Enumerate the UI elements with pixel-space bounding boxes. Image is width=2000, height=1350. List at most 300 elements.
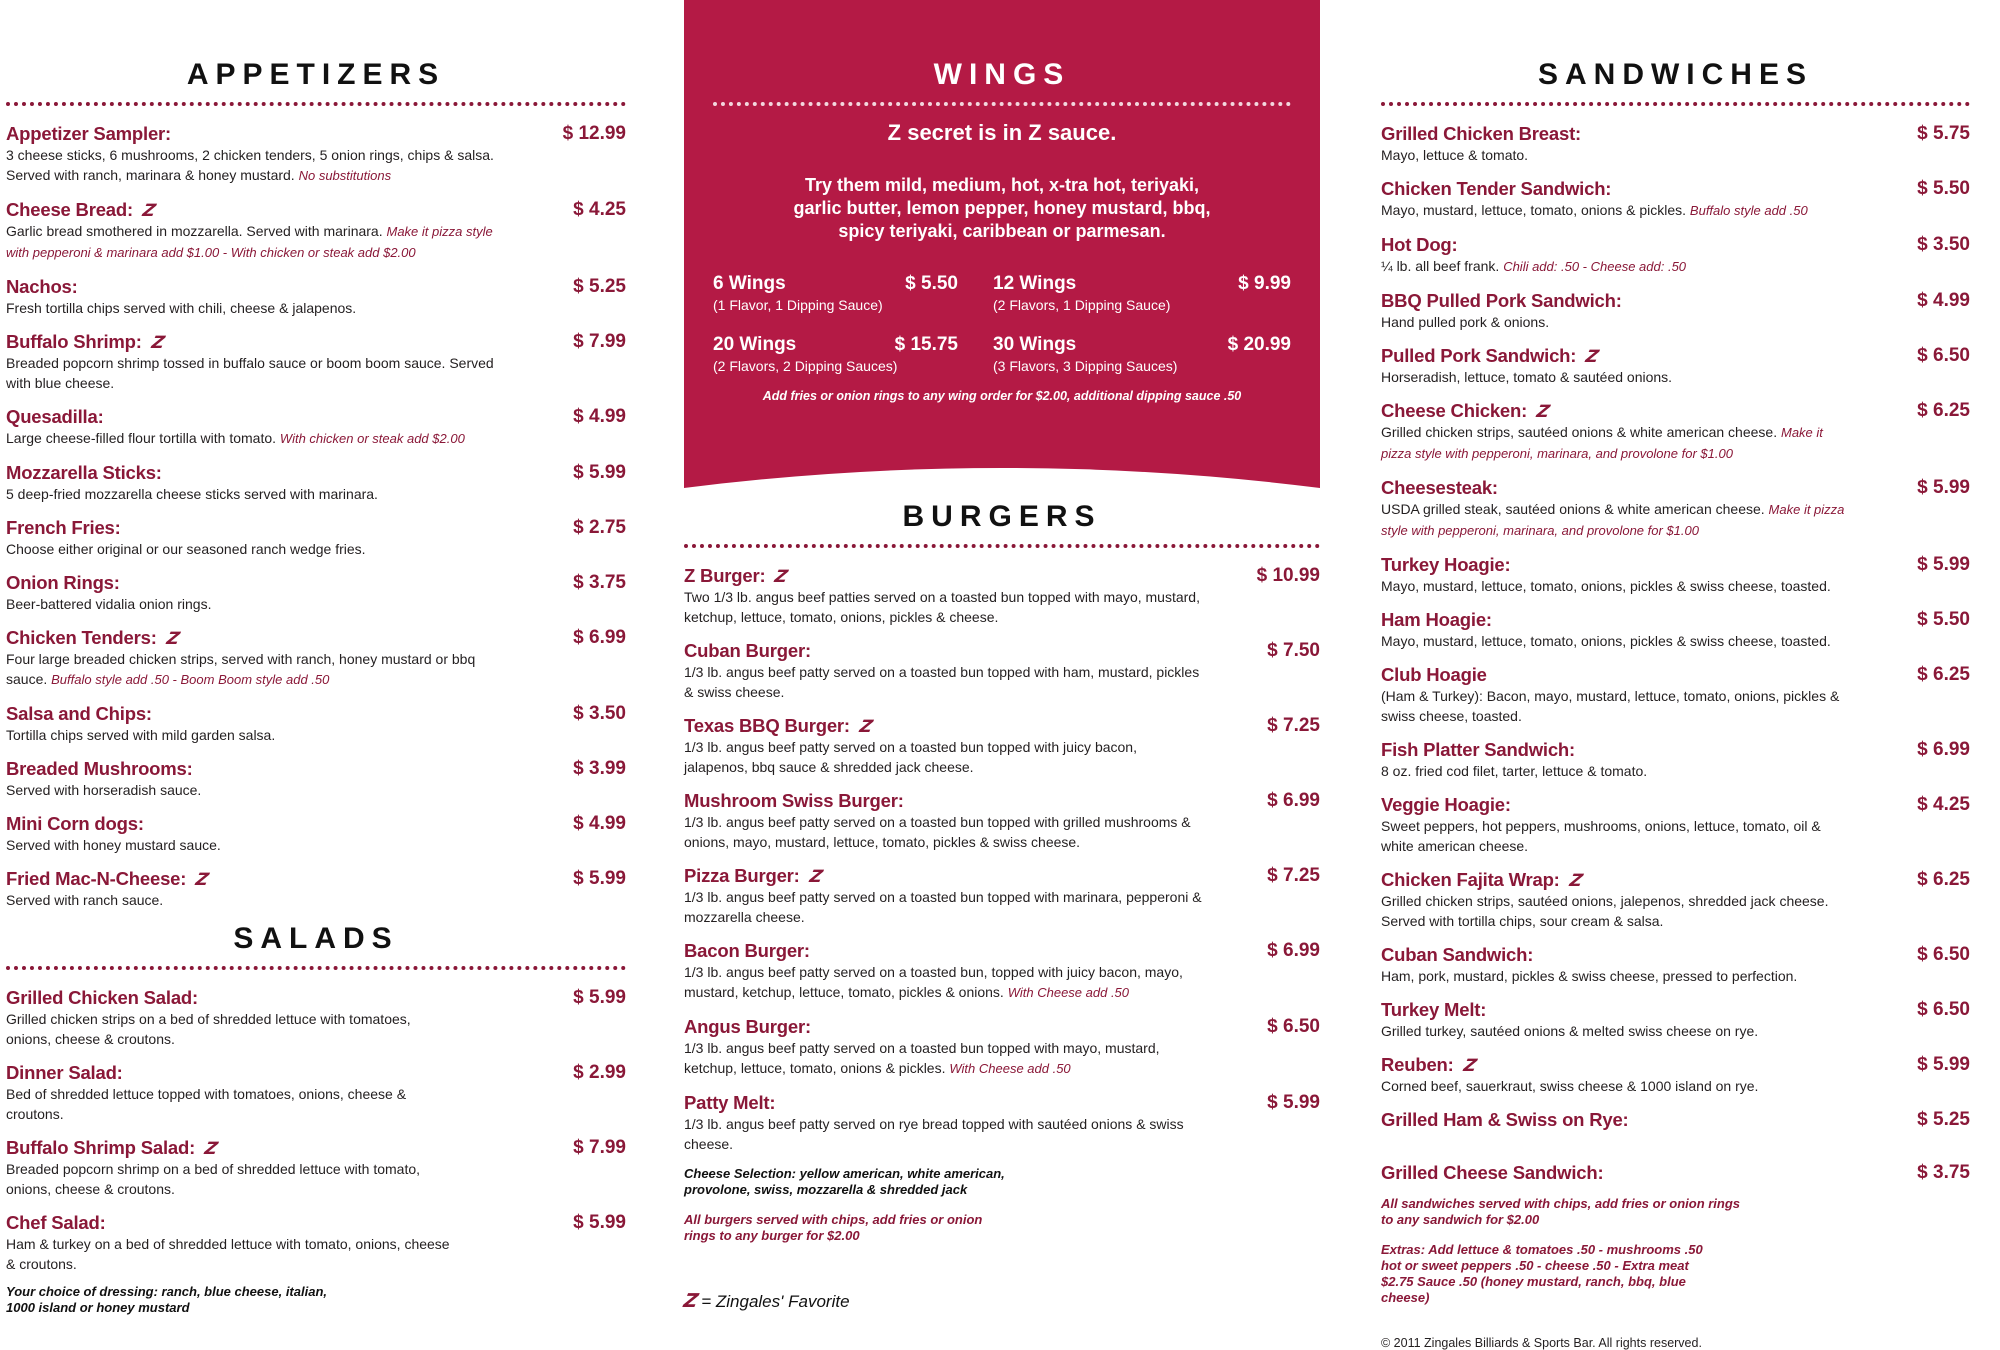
menu-item-header — [6, 330, 626, 353]
wings-panel — [684, 0, 1320, 495]
menu-item-price: $ 3.50 — [1917, 234, 1970, 255]
menu-item — [1381, 998, 1970, 1041]
menu-item — [6, 812, 626, 855]
menu-item-description — [6, 1009, 456, 1049]
menu-item-price: $ 5.99 — [573, 1212, 626, 1233]
dotted-divider — [1381, 102, 1970, 106]
wings-title: WINGS — [933, 58, 1071, 91]
menu-item — [1381, 1053, 1970, 1096]
menu-item-name: Grilled Chicken Breast: — [1381, 123, 1581, 144]
menu-item-name: Chicken Fajita Wrap: — [1381, 869, 1560, 890]
menu-item-note: Make it pizza style with pepperoni, marinara, and provolone for $1.00 — [1381, 425, 1823, 461]
z-favorite-icon: Z — [1584, 347, 1600, 367]
menu-item-description-text: 1/3 lb. angus beef patty served on a toasted bun topped with mayo, mustard, ketchup, lettuce, tomato, onions & pickles. — [684, 1040, 1160, 1076]
menu-item-name: Mozzarella Sticks: — [6, 462, 162, 483]
menu-item — [1381, 122, 1970, 165]
sandwich-extras: Extras: Add lettuce & tomatoes .50 - mushrooms .50 hot or sweet peppers .50 - cheese .50 - Extra meat $2.75 Sauce .50 (honey mustard, ranch, bbq, blue cheese) — [1381, 1242, 1703, 1305]
wing-option-price: $ 15.75 — [894, 334, 958, 355]
wing-option — [993, 334, 1291, 376]
menu-item — [6, 571, 626, 614]
menu-item-name: Mini Corn dogs: — [6, 813, 144, 834]
menu-item-price: $ 5.99 — [1917, 477, 1970, 498]
menu-item-price: $ 7.25 — [1267, 715, 1320, 736]
menu-item-description — [6, 539, 516, 559]
z-favorite-icon: Z — [1534, 402, 1551, 422]
menu-item-header — [6, 1136, 626, 1159]
menu-item-name: Hot Dog: — [1381, 234, 1458, 255]
menu-item-description — [6, 1159, 456, 1199]
burgers-footnote: All burgers served with chips, add fries or onion rings to any burger for $2.00 — [684, 1212, 983, 1243]
menu-item-name: Ham Hoagie: — [1381, 609, 1492, 630]
menu-item-header — [1381, 233, 1970, 256]
menu-item-name: French Fries: — [6, 517, 121, 538]
menu-item-description-text: Grilled chicken strips, sautéed onions, jalepenos, shredded jack cheese. Served with tortilla chips, sour cream & salsa. — [1381, 893, 1829, 929]
menu-item-name: Bacon Burger: — [684, 940, 810, 961]
dotted-divider — [6, 102, 626, 106]
menu-item-price: $ 6.50 — [1917, 345, 1970, 366]
menu-item-description — [684, 1114, 1204, 1154]
menu-item-header — [6, 516, 626, 539]
menu-item — [6, 1136, 626, 1199]
menu-item-note: With Cheese add .50 — [1007, 985, 1130, 1000]
z-favorite-icon: Z — [202, 1139, 219, 1159]
menu-item-header — [684, 564, 1320, 587]
menu-item-price: $ 6.99 — [573, 627, 626, 648]
menu-item-description — [6, 594, 516, 614]
menu-item-price: $ 6.25 — [1917, 664, 1970, 685]
wing-option-desc: (3 Flavors, 3 Dipping Sauces) — [993, 358, 1178, 374]
menu-item-name: Turkey Hoagie: — [1381, 554, 1511, 575]
wings-options — [713, 273, 1291, 383]
menu-item-header — [6, 122, 626, 145]
menu-item-header — [684, 1015, 1320, 1038]
menu-item-header — [684, 939, 1320, 962]
menu-item-name: Buffalo Shrimp: — [6, 331, 142, 352]
menu-item-price: $ 6.50 — [1917, 944, 1970, 965]
menu-item — [684, 789, 1320, 852]
menu-item-price: $ 5.50 — [1917, 178, 1970, 199]
copyright-text: © 2011 Zingales Billiards & Sports Bar. All rights reserved. — [1381, 1336, 1702, 1350]
menu-item-note: Make it pizza style with pepperoni, marinara, and provolone for $1.00 — [1381, 502, 1845, 538]
menu-item-description-text: Four large breaded chicken strips, served with ranch, honey mustard or bbq sauce. — [6, 651, 476, 687]
menu-item-name: Grilled Cheese Sandwich: — [1381, 1162, 1604, 1183]
menu-item-description — [6, 221, 516, 263]
menu-item-description — [684, 737, 1204, 777]
menu-item-price: $ 7.99 — [573, 1137, 626, 1158]
menu-item-header — [684, 639, 1320, 662]
wing-option-desc: (1 Flavor, 1 Dipping Sauce) — [713, 297, 883, 313]
menu-item-header — [1381, 289, 1970, 312]
menu-item-header — [1381, 868, 1970, 891]
menu-item-price: $ 5.75 — [1917, 123, 1970, 144]
menu-item-price: $ 3.75 — [573, 572, 626, 593]
menu-item-name: Cuban Burger: — [684, 640, 811, 661]
menu-item-description — [1381, 816, 1851, 856]
menu-item-description-text: 5 deep-fried mozzarella cheese sticks served with marinara. — [6, 486, 378, 502]
menu-item-description — [6, 890, 516, 910]
menu-item-price: $ 7.50 — [1267, 640, 1320, 661]
menu-item-description-text: Served with ranch sauce. — [6, 892, 164, 908]
menu-item-description — [684, 662, 1204, 702]
menu-item-description-text: 8 oz. fried cod filet, tarter, lettuce & tomato. — [1381, 763, 1648, 779]
z-favorite-icon: Z — [149, 333, 166, 353]
menu-item-description — [6, 725, 516, 745]
menu-item — [1381, 1108, 1970, 1131]
menu-item-price: $ 5.25 — [573, 276, 626, 297]
menu-item-header — [1381, 793, 1970, 816]
menu-item-header — [6, 275, 626, 298]
menu-item — [1381, 344, 1970, 387]
wing-option-price: $ 5.50 — [905, 273, 958, 294]
menu-item-description — [6, 484, 516, 504]
menu-item-note: Chili add: .50 - Cheese add: .50 — [1503, 259, 1687, 274]
menu-item-header — [1381, 399, 1970, 422]
menu-item-note: Make it pizza style with pepperoni & marinara add $1.00 - With chicken or steak add $2.00 — [6, 224, 493, 260]
menu-item-price: $ 5.99 — [573, 868, 626, 889]
menu-item-header — [1381, 738, 1970, 761]
wings-footnote: Add fries or onion rings to any wing order for $2.00, additional dipping sauce .50 — [762, 389, 1242, 403]
menu-item-header — [1381, 122, 1970, 145]
menu-item-description — [684, 1038, 1204, 1079]
menu-item-description-text: Two 1/3 lb. angus beef patties served on a toasted bun topped with mayo, mustard, ketchup, lettuce, tomato, onions, pickles & cheese. — [684, 589, 1200, 625]
menu-item-description-text: 1/3 lb. angus beef patty served on a toasted bun topped with grilled mushrooms & onions, mayo, mustard, lettuce, tomato, pickles & swiss cheese. — [684, 814, 1191, 850]
menu-item — [1381, 476, 1970, 541]
wing-option-desc: (2 Flavors, 2 Dipping Sauces) — [713, 358, 898, 374]
menu-item-name: Texas BBQ Burger: — [684, 715, 850, 736]
menu-item — [684, 639, 1320, 702]
menu-item-description-text: Horseradish, lettuce, tomato & sautéed onions. — [1381, 369, 1673, 385]
menu-item — [6, 122, 626, 186]
menu-item — [6, 986, 626, 1049]
menu-item-description-text: Choose either original or our seasoned ranch wedge fries. — [6, 541, 366, 557]
menu-item — [6, 702, 626, 745]
menu-item-description — [6, 298, 516, 318]
menu-item — [1381, 943, 1970, 986]
z-favorite-icon: Z — [1567, 871, 1584, 891]
menu-item-description-text: Mayo, mustard, lettuce, tomato, onions & pickles. — [1381, 202, 1687, 218]
menu-item-description-text: Breaded popcorn shrimp tossed in buffalo sauce or boom boom sauce. Served with blue cheese. — [6, 355, 494, 391]
menu-item-header — [684, 864, 1320, 887]
menu-item — [684, 864, 1320, 927]
menu-item-price: $ 7.99 — [573, 331, 626, 352]
menu-item-description — [1381, 761, 1851, 781]
menu-item-description — [1381, 966, 1851, 986]
menu-item-header — [6, 986, 626, 1009]
menu-item-price: $ 3.75 — [1917, 1162, 1970, 1183]
menu-item-description — [1381, 367, 1851, 387]
menu-item-price: $ 5.99 — [1267, 1092, 1320, 1113]
menu-item-name: Fish Platter Sandwich: — [1381, 739, 1575, 760]
burgers-list — [684, 564, 1320, 1154]
salads-title: SALADS — [233, 922, 399, 955]
menu-item-description-text: (Ham & Turkey): Bacon, mayo, mustard, lettuce, tomato, onions, pickles & swiss cheese, toasted. — [1381, 688, 1840, 724]
menu-item-header — [1381, 943, 1970, 966]
menu-item-description-text: Served with horseradish sauce. — [6, 782, 202, 798]
menu-item-name: Breaded Mushrooms: — [6, 758, 193, 779]
menu-item-name: Salsa and Chips: — [6, 703, 152, 724]
menu-item-name: Cheese Bread: — [6, 199, 133, 220]
wave-decoration — [684, 460, 1320, 496]
menu-item-description-text: Ham & turkey on a bed of shredded lettuce with tomato, onions, cheese & croutons. — [6, 1236, 450, 1272]
menu-item-description-text: 1/3 lb. angus beef patty served on a toasted bun topped with juicy bacon, jalapenos, bbq sauce & shredded jack cheese. — [684, 739, 1137, 775]
menu-item-description-text: Beer-battered vidalia onion rings. — [6, 596, 212, 612]
menu-item-header — [6, 405, 626, 428]
menu-item-description — [6, 1234, 456, 1274]
menu-item-header — [1381, 1108, 1970, 1131]
menu-item-header — [6, 702, 626, 725]
menu-item-description-text: ¼ lb. all beef frank. — [1381, 258, 1500, 274]
menu-item-name: Cuban Sandwich: — [1381, 944, 1534, 965]
menu-item — [1381, 177, 1970, 221]
menu-item-header — [6, 867, 626, 890]
salads-list — [6, 986, 626, 1274]
menu-item — [6, 1061, 626, 1124]
wings-flavors: Try them mild, medium, hot, x-tra hot, teriyaki, garlic butter, lemon pepper, honey mustard, bbq, spicy teriyaki, caribbean or parmesan. — [793, 175, 1211, 241]
dotted-divider — [6, 966, 626, 970]
menu-item — [1381, 289, 1970, 332]
menu-item-note: Buffalo style add .50 - Boom Boom style add .50 — [51, 672, 330, 687]
menu-item-description — [6, 428, 516, 449]
z-favorite-icon: Z — [857, 717, 874, 737]
menu-item-description-text: 3 cheese sticks, 6 mushrooms, 2 chicken tenders, 5 onion rings, chips & salsa. Served with ranch, marinara & honey mustard. — [6, 147, 494, 183]
menu-item — [1381, 233, 1970, 277]
menu-item-price: $ 6.99 — [1267, 790, 1320, 811]
menu-item-note: Buffalo style add .50 — [1689, 203, 1808, 218]
menu-item-description-text: 1/3 lb. angus beef patty served on a toasted bun topped with ham, mustard, pickles & swiss cheese. — [684, 664, 1200, 700]
menu-item-name: Grilled Ham & Swiss on Rye: — [1381, 1109, 1629, 1130]
menu-item — [6, 275, 626, 318]
menu-item-header — [1381, 998, 1970, 1021]
menu-item-description-text: 1/3 lb. angus beef patty served on a toasted bun topped with marinara, pepperoni & mozzarella cheese. — [684, 889, 1202, 925]
menu-item — [684, 714, 1320, 777]
menu-item-description — [1381, 1021, 1851, 1041]
menu-item-name: Onion Rings: — [6, 572, 120, 593]
menu-item-note: No substitutions — [298, 168, 392, 183]
menu-item-price: $ 6.99 — [1917, 739, 1970, 760]
menu-item-note: With Cheese add .50 — [949, 1061, 1071, 1076]
menu-item-header — [1381, 553, 1970, 576]
favorite-legend — [681, 1290, 1320, 1312]
menu-item-description — [1381, 686, 1851, 726]
menu-item-price: $ 5.99 — [1917, 1054, 1970, 1075]
menu-item-description — [1381, 145, 1851, 165]
menu-item-price: $ 4.25 — [573, 199, 626, 220]
menu-item-description — [6, 145, 516, 186]
z-favorite-icon: Z — [1461, 1056, 1478, 1076]
dotted-divider — [713, 102, 1291, 106]
menu-item-header — [684, 789, 1320, 812]
menu-item — [1381, 793, 1970, 856]
menu-item-price: $ 5.99 — [573, 462, 626, 483]
menu-item-header — [1381, 663, 1970, 686]
menu-item-description-text: Sweet peppers, hot peppers, mushrooms, onions, lettuce, tomato, oil & white american cheese. — [1381, 818, 1821, 854]
menu-item-header — [1381, 1161, 1970, 1184]
menu-item — [6, 867, 626, 910]
menu-item-description — [1381, 422, 1851, 464]
left-column — [6, 0, 626, 1316]
menu-item-price: $ 3.99 — [573, 758, 626, 779]
menu-item — [6, 198, 626, 263]
burgers-title: BURGERS — [902, 500, 1102, 533]
menu-item — [684, 1015, 1320, 1079]
menu-item-name: Nachos: — [6, 276, 78, 297]
z-favorite-icon: Z — [164, 629, 181, 649]
menu-item-description — [1381, 200, 1851, 221]
menu-item-header — [1381, 476, 1970, 499]
menu-item-description — [1381, 256, 1851, 277]
menu-item — [6, 461, 626, 504]
wing-option-name: 6 Wings — [713, 273, 786, 294]
menu-item-description — [684, 962, 1204, 1003]
z-favorite-icon: Z — [807, 867, 824, 887]
menu-item-description-text: Garlic bread smothered in mozzarella. Served with marinara. — [6, 223, 383, 239]
wing-option-price: $ 20.99 — [1227, 334, 1291, 355]
menu-item-description-text: Mayo, mustard, lettuce, tomato, onions, pickles & swiss cheese, toasted. — [1381, 578, 1831, 594]
menu-item-price: $ 6.99 — [1267, 940, 1320, 961]
favorite-legend-label: = Zingales' Favorite — [701, 1292, 850, 1311]
menu-item-description-text: Grilled chicken strips, sautéed onions & white american cheese. — [1381, 424, 1778, 440]
sandwiches-title: SANDWICHES — [1537, 58, 1813, 91]
menu-item-description — [1381, 576, 1851, 596]
z-favorite-icon: Z — [681, 1290, 700, 1312]
z-favorite-icon: Z — [140, 201, 157, 221]
menu-item-name: Chef Salad: — [6, 1212, 106, 1233]
menu-item-description-text: Served with honey mustard sauce. — [6, 837, 221, 853]
menu-item-header — [1381, 1053, 1970, 1076]
menu-item — [684, 1091, 1320, 1154]
menu-item-name: Club Hoagie — [1381, 664, 1487, 685]
menu-item-name: Chicken Tenders: — [6, 627, 157, 648]
wing-option-price: $ 9.99 — [1238, 273, 1291, 294]
wing-option-name: 20 Wings — [713, 334, 797, 355]
z-favorite-icon: Z — [194, 870, 210, 890]
menu-item-description-text: Ham, pork, mustard, pickles & swiss cheese, pressed to perfection. — [1381, 968, 1798, 984]
menu-item-name: Quesadilla: — [6, 406, 104, 427]
menu-item-description-text: USDA grilled steak, sautéed onions & white american cheese. — [1381, 501, 1765, 517]
menu-item-description — [1381, 312, 1851, 332]
wing-option-desc: (2 Flavors, 1 Dipping Sauce) — [993, 297, 1171, 313]
menu-item-price: $ 4.99 — [1917, 290, 1970, 311]
menu-item-description — [1381, 1076, 1851, 1096]
menu-item-price: $ 4.99 — [573, 406, 626, 427]
menu-item-price: $ 5.99 — [1917, 554, 1970, 575]
menu-item-price: $ 12.99 — [562, 123, 626, 144]
menu-item — [1381, 399, 1970, 464]
menu-item-price: $ 3.50 — [573, 703, 626, 724]
sandwiches-footnote: All sandwiches served with chips, add fries or onion rings to any sandwich for $2.00 — [1381, 1196, 1741, 1227]
wing-option — [713, 273, 958, 315]
menu-item-description-text: Grilled turkey, sautéed onions & melted swiss cheese on rye. — [1381, 1023, 1759, 1039]
menu-item-name: Cheese Chicken: — [1381, 400, 1528, 421]
menu-item-name: BBQ Pulled Pork Sandwich: — [1381, 290, 1622, 311]
menu-item-description-text: Bed of shredded lettuce topped with tomatoes, onions, cheese & croutons. — [6, 1086, 407, 1122]
z-favorite-icon: Z — [773, 567, 789, 587]
menu-item-description-text: Fresh tortilla chips served with chili, cheese & jalapenos. — [6, 300, 357, 316]
appetizers-title: APPETIZERS — [186, 58, 446, 91]
menu-item — [6, 626, 626, 690]
menu-item-name: Cheesesteak: — [1381, 477, 1498, 498]
menu-item-name: Chicken Tender Sandwich: — [1381, 178, 1612, 199]
right-column — [1381, 0, 1970, 1350]
menu-item-name: Pulled Pork Sandwich: — [1381, 345, 1577, 366]
menu-item-name: Patty Melt: — [684, 1092, 776, 1113]
menu-item-description — [1381, 631, 1851, 651]
menu-item-description-text: Corned beef, sauerkraut, swiss cheese & 1000 island on rye. — [1381, 1078, 1759, 1094]
menu-item — [6, 405, 626, 449]
menu-item-description — [6, 649, 516, 690]
cheese-selection-note: Cheese Selection: yellow american, white american, provolone, swiss, mozzarella & shredded jack — [684, 1166, 1005, 1197]
menu-item-price: $ 6.50 — [1917, 999, 1970, 1020]
menu-item — [1381, 553, 1970, 596]
menu-item-description-text: Tortilla chips served with mild garden salsa. — [6, 727, 276, 743]
menu-item-header — [6, 1211, 626, 1234]
menu-item-header — [6, 757, 626, 780]
menu-item-price: $ 5.50 — [1917, 609, 1970, 630]
menu-item — [1381, 738, 1970, 781]
menu-item-description-text: 1/3 lb. angus beef patty served on rye bread topped with sautéed onions & swiss cheese. — [684, 1116, 1184, 1152]
menu-item — [1381, 608, 1970, 651]
wing-option — [713, 334, 958, 376]
menu-item-price: $ 2.99 — [573, 1062, 626, 1083]
wings-tagline: Z secret is in Z sauce. — [887, 120, 1117, 145]
menu-item-price: $ 10.99 — [1256, 565, 1320, 586]
menu-item-note: With chicken or steak add $2.00 — [279, 431, 465, 446]
wing-option — [993, 273, 1291, 315]
menu-item-price: $ 7.25 — [1267, 865, 1320, 886]
menu-item-name: Grilled Chicken Salad: — [6, 987, 198, 1008]
menu-item-price: $ 2.75 — [573, 517, 626, 538]
menu-item-name: Fried Mac-N-Cheese: — [6, 868, 187, 889]
menu-item-header — [1381, 608, 1970, 631]
menu-item — [1381, 868, 1970, 931]
menu-item-price: $ 4.25 — [1917, 794, 1970, 815]
menu-item-header — [6, 571, 626, 594]
menu-item-price: $ 6.25 — [1917, 400, 1970, 421]
dotted-divider — [684, 544, 1320, 548]
menu-item-header — [1381, 177, 1970, 200]
dressing-note: Your choice of dressing: ranch, blue cheese, italian, 1000 island or honey mustard — [6, 1284, 327, 1315]
wing-option-name: 30 Wings — [993, 334, 1077, 355]
menu-item-name: Z Burger: — [684, 565, 766, 586]
menu-item-description-text: 1/3 lb. angus beef patty served on a toasted bun, topped with juicy bacon, mayo, mustard, ketchup, lettuce, tomato, pickles & onions. — [684, 964, 1183, 1000]
menu-item-description — [1381, 891, 1851, 931]
menu-item-price: $ 6.50 — [1267, 1016, 1320, 1037]
menu-item-description-text: Mayo, mustard, lettuce, tomato, onions, pickles & swiss cheese, toasted. — [1381, 633, 1831, 649]
menu-item-name: Appetizer Sampler: — [6, 123, 171, 144]
menu-item-name: Angus Burger: — [684, 1016, 811, 1037]
menu-item-description-text: Grilled chicken strips on a bed of shredded lettuce with tomatoes, onions, cheese & croutons. — [6, 1011, 411, 1047]
menu-item-header — [684, 714, 1320, 737]
menu-item-description — [684, 887, 1204, 927]
menu-item — [6, 330, 626, 393]
menu-item — [684, 939, 1320, 1003]
menu-item — [1381, 1161, 1970, 1184]
menu-item-description — [6, 780, 516, 800]
menu-item-name: Mushroom Swiss Burger: — [684, 790, 904, 811]
menu-item-header — [6, 461, 626, 484]
menu-item-name: Veggie Hoagie: — [1381, 794, 1511, 815]
menu-item-price: $ 5.99 — [573, 987, 626, 1008]
menu-item-header — [1381, 344, 1970, 367]
menu-item-name: Pizza Burger: — [684, 865, 800, 886]
menu-item — [684, 564, 1320, 627]
menu-item-header — [6, 812, 626, 835]
burgers-section — [681, 500, 1320, 1312]
menu-item-price: $ 6.25 — [1917, 869, 1970, 890]
menu-item-description — [684, 587, 1204, 627]
menu-item-description — [6, 353, 516, 393]
menu-item-description-text: Breaded popcorn shrimp on a bed of shredded lettuce with tomato, onions, cheese & croutons. — [6, 1161, 421, 1197]
